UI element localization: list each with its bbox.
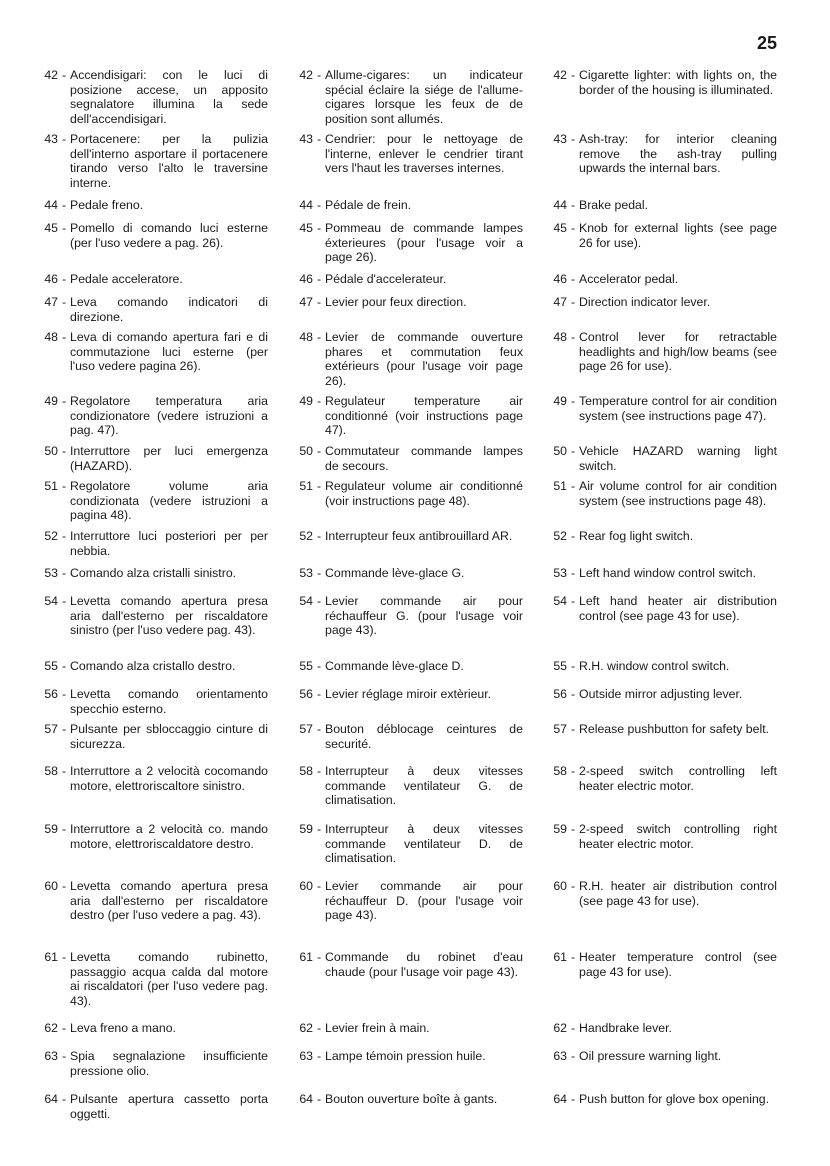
legend-item-french — [287, 132, 523, 176]
dash: - — [571, 822, 576, 836]
item-number: 48 — [44, 330, 58, 344]
item-description: Commande lève-glace D. — [325, 659, 464, 673]
dash: - — [317, 659, 322, 673]
item-description: Interruttore a 2 velocità cocomando motore, elettroriscaltore sinistro. — [70, 764, 268, 793]
item-description: Cendrier: pour le nettoyage de l'interne, enlever le cendrier tirant vers l'haut les traverses internes. — [325, 132, 523, 176]
dash: - — [571, 68, 576, 82]
legend-item-english — [541, 529, 777, 544]
item-number: 59 — [553, 822, 567, 836]
legend-item-french — [287, 659, 523, 674]
item-description: Outside mirror adjusting lever. — [579, 687, 743, 701]
item-description: Pedale acceleratore. — [70, 272, 183, 286]
item-number: 63 — [553, 1049, 567, 1063]
legend-item-french — [287, 1049, 523, 1064]
legend-item-french — [287, 879, 523, 923]
legend-item-italian — [32, 394, 268, 438]
dash: - — [62, 1092, 67, 1106]
item-description: Pedale freno. — [70, 198, 144, 212]
legend-item-english — [541, 822, 777, 851]
legend-item-english — [541, 659, 777, 674]
dash: - — [571, 529, 576, 543]
legend-item-italian — [32, 221, 268, 250]
legend-item-english — [541, 722, 777, 737]
dash: - — [571, 444, 576, 458]
dash: - — [62, 198, 67, 212]
item-description: Commutateur commande lampes de secours. — [325, 444, 523, 473]
dash: - — [571, 659, 576, 673]
item-number: 50 — [44, 444, 58, 458]
item-description: Bouton ouverture boîte à gants. — [325, 1092, 498, 1106]
legend-item-french — [287, 479, 523, 508]
page-number: 25 — [757, 33, 778, 53]
dash: - — [62, 444, 67, 458]
item-description: Leva freno a mano. — [70, 1021, 176, 1035]
legend-item-english — [541, 879, 777, 908]
item-number: 58 — [553, 764, 567, 778]
dash: - — [317, 879, 322, 893]
item-number: 43 — [553, 132, 567, 146]
legend-item-italian — [32, 1049, 268, 1078]
dash: - — [571, 1021, 576, 1035]
legend-item-french — [287, 1092, 523, 1107]
legend-item-italian — [32, 198, 268, 213]
item-number: 47 — [553, 295, 567, 309]
dash: - — [317, 1021, 322, 1035]
legend-item-english — [541, 1092, 777, 1107]
item-description: Left hand window control switch. — [579, 566, 757, 580]
item-description: Portacenere: per la pulizia dell'interno asportare il portacenere tirando verso l'alto le traversine interne. — [70, 132, 268, 190]
dash: - — [317, 822, 322, 836]
item-description: Brake pedal. — [579, 198, 649, 212]
legend-item-french — [287, 722, 523, 751]
item-description: Pommeau de commande lampes éxterieures (pour l'usage voir a page 26). — [325, 221, 523, 265]
dash: - — [62, 566, 67, 580]
item-number: 53 — [44, 566, 58, 580]
dash: - — [62, 529, 67, 543]
dash: - — [317, 479, 322, 493]
legend-item-english — [541, 566, 777, 581]
item-number: 49 — [299, 394, 313, 408]
dash: - — [571, 132, 576, 146]
item-description: 2-speed switch controlling right heater electric motor. — [579, 822, 777, 851]
item-description: Accelerator pedal. — [579, 272, 679, 286]
item-description: Interrupteur à deux vitesses commande ventilateur D. de climatisation. — [325, 822, 523, 866]
item-number: 62 — [44, 1021, 58, 1035]
item-description: Interruttore luci posteriori per per nebbia. — [70, 529, 268, 558]
item-number: 55 — [44, 659, 58, 673]
item-description: Leva di comando apertura fari e di commutazione luci esterne (per l'uso vedere pagina 26). — [70, 330, 268, 374]
item-description: Levetta comando orientamento specchio esterno. — [70, 687, 268, 716]
item-number: 55 — [299, 659, 313, 673]
dash: - — [571, 221, 576, 235]
item-number: 46 — [44, 272, 58, 286]
legend-item-french — [287, 822, 523, 866]
dash: - — [317, 722, 322, 736]
legend-item-french — [287, 198, 523, 213]
item-number: 42 — [44, 68, 58, 82]
item-description: Regolatore volume aria condizionata (vedere istruzioni a pagina 48). — [70, 479, 268, 523]
dash: - — [62, 295, 67, 309]
legend-item-italian — [32, 444, 268, 473]
item-description: Direction indicator lever. — [579, 295, 711, 309]
item-number: 60 — [44, 879, 58, 893]
legend-item-french — [287, 529, 523, 544]
dash: - — [62, 221, 67, 235]
dash: - — [317, 566, 322, 580]
dash: - — [62, 1021, 67, 1035]
legend-item-italian — [32, 529, 268, 558]
item-number: 63 — [299, 1049, 313, 1063]
item-description: Control lever for retractable headlights and high/low beams (see page 26 for use). — [579, 330, 777, 374]
item-number: 57 — [553, 722, 567, 736]
dash: - — [571, 272, 576, 286]
item-number: 48 — [299, 330, 313, 344]
item-description: Temperature control for air condition system (see instructions page 47). — [579, 394, 777, 423]
legend-item-italian — [32, 479, 268, 523]
item-description: Levetta comando apertura presa aria dall'esterno per riscaldatore sinistro (per l'uso vedere pag. 43). — [70, 594, 268, 638]
item-number: 60 — [553, 879, 567, 893]
item-number: 45 — [553, 221, 567, 235]
item-description: Pomello di comando luci esterne (per l'uso vedere a pag. 26). — [70, 221, 268, 250]
dash: - — [317, 272, 322, 286]
legend-item-french — [287, 566, 523, 581]
item-number: 57 — [299, 722, 313, 736]
item-number: 43 — [44, 132, 58, 146]
dash: - — [62, 479, 67, 493]
legend-item-english — [541, 68, 777, 97]
item-number: 49 — [553, 394, 567, 408]
item-number: 51 — [299, 479, 313, 493]
item-description: Commande du robinet d'eau chaude (pour l'usage voir page 43). — [325, 950, 523, 979]
item-number: 54 — [553, 594, 567, 608]
legend-item-italian — [32, 659, 268, 674]
legend-item-italian — [32, 764, 268, 793]
item-description: Pulsante apertura cassetto porta oggetti. — [70, 1092, 268, 1121]
legend-item-italian — [32, 1021, 268, 1036]
item-description: 2-speed switch controlling left heater electric motor. — [579, 764, 777, 793]
item-description: Left hand heater air distribution control (see page 43 for use). — [579, 594, 777, 623]
dash: - — [62, 879, 67, 893]
legend-item-english — [541, 394, 777, 423]
item-description: Ash-tray: for interior cleaning remove the ash-tray pulling upwards the internal bars. — [579, 132, 777, 176]
dash: - — [317, 1049, 322, 1063]
legend-item-italian — [32, 295, 268, 324]
legend-item-italian — [32, 687, 268, 716]
item-description: Comando alza cristalli sinistro. — [70, 566, 237, 580]
legend-item-french — [287, 687, 523, 702]
item-number: 59 — [299, 822, 313, 836]
legend-item-french — [287, 394, 523, 438]
legend-item-french — [287, 950, 523, 979]
item-description: Levier de commande ouverture phares et commutation feux extérieurs (pour l'usage voir page 26). — [325, 330, 523, 388]
dash: - — [317, 1092, 322, 1106]
item-number: 62 — [553, 1021, 567, 1035]
item-number: 47 — [299, 295, 313, 309]
dash: - — [62, 1049, 67, 1063]
legend-item-italian — [32, 330, 268, 374]
legend-item-english — [541, 295, 777, 310]
legend-item-english — [541, 594, 777, 623]
item-number: 52 — [299, 529, 313, 543]
item-description: Bouton déblocage ceintures de securité. — [325, 722, 523, 751]
item-number: 45 — [299, 221, 313, 235]
item-number: 49 — [44, 394, 58, 408]
dash: - — [571, 879, 576, 893]
dash: - — [571, 950, 576, 964]
item-description: Leva comando indicatori di direzione. — [70, 295, 268, 324]
dash: - — [571, 566, 576, 580]
legend-item-italian — [32, 879, 268, 923]
item-number: 58 — [44, 764, 58, 778]
legend-item-english — [541, 330, 777, 374]
dash: - — [571, 687, 576, 701]
item-description: Levetta comando rubinetto, passaggio acqua calda dal motore ai riscaldatori (per l'uso vedere pag. 43). — [70, 950, 268, 1008]
dash: - — [571, 394, 576, 408]
item-number: 46 — [553, 272, 567, 286]
dash: - — [571, 1092, 576, 1106]
item-number: 50 — [299, 444, 313, 458]
legend-item-english — [541, 221, 777, 250]
item-number: 54 — [44, 594, 58, 608]
item-description: Handbrake lever. — [579, 1021, 672, 1035]
legend-item-english — [541, 687, 777, 702]
item-number: 51 — [44, 479, 58, 493]
dash: - — [317, 950, 322, 964]
item-description: Lampe témoin pression huile. — [325, 1049, 486, 1063]
legend-item-english — [541, 198, 777, 213]
item-number: 47 — [44, 295, 58, 309]
item-description: Pédale de frein. — [325, 198, 412, 212]
dash: - — [62, 330, 67, 344]
item-number: 44 — [299, 198, 313, 212]
item-number: 53 — [553, 566, 567, 580]
dash: - — [317, 68, 322, 82]
item-description: Heater temperature control (see page 43 for use). — [579, 950, 777, 979]
dash: - — [317, 764, 322, 778]
item-description: Levetta comando apertura presa aria dall'esterno per riscaldatore destro (per l'uso vedere a pag. 43). — [70, 879, 268, 923]
legend-item-french — [287, 68, 523, 126]
legend-item-english — [541, 132, 777, 176]
legend-item-italian — [32, 822, 268, 851]
legend-item-italian — [32, 1092, 268, 1121]
item-number: 64 — [299, 1092, 313, 1106]
item-description: Vehicle HAZARD warning light switch. — [579, 444, 777, 473]
dash: - — [317, 295, 322, 309]
item-number: 62 — [299, 1021, 313, 1035]
dash: - — [571, 295, 576, 309]
item-number: 56 — [299, 687, 313, 701]
item-number: 61 — [553, 950, 567, 964]
legend-item-french — [287, 272, 523, 287]
item-number: 53 — [299, 566, 313, 580]
dash: - — [62, 722, 67, 736]
dash: - — [571, 1049, 576, 1063]
item-number: 51 — [553, 479, 567, 493]
item-description: R.H. heater air distribution control (see page 43 for use). — [579, 879, 777, 908]
dash: - — [62, 659, 67, 673]
legend-item-italian — [32, 272, 268, 287]
legend-item-english — [541, 1021, 777, 1036]
item-number: 52 — [44, 529, 58, 543]
dash: - — [62, 594, 67, 608]
item-description: Release pushbutton for safety belt. — [579, 722, 770, 736]
item-number: 48 — [553, 330, 567, 344]
item-description: Interrupteur feux antibrouillard AR. — [325, 529, 513, 543]
item-description: Allume-cigares: un indicateur spécial éclaire la siége de l'allume-cigares lorsque les feux de de position sont allumés. — [325, 68, 523, 126]
legend-item-italian — [32, 594, 268, 638]
item-description: Regulateur temperature air conditionné (voir instructions page 47). — [325, 394, 523, 438]
item-description: Pulsante per sbloccaggio cinture di sicurezza. — [70, 722, 268, 751]
item-description: Interruttore per luci emergenza (HAZARD). — [70, 444, 268, 473]
item-description: Cigarette lighter: with lights on, the border of the housing is illuminated. — [579, 68, 777, 97]
item-description: Regulateur volume air conditionné (voir instructions page 48). — [325, 479, 523, 508]
item-number: 52 — [553, 529, 567, 543]
legend-item-french — [287, 221, 523, 265]
item-description: Spia segnalazione insufficiente pressione olio. — [70, 1049, 268, 1078]
dash: - — [317, 132, 322, 146]
item-description: Rear fog light switch. — [579, 529, 694, 543]
item-description: Interruttore a 2 velocità co. mando motore, elettroriscaldatore destro. — [70, 822, 268, 851]
legend-item-english — [541, 950, 777, 979]
legend-item-french — [287, 444, 523, 473]
item-number: 63 — [44, 1049, 58, 1063]
legend-item-french — [287, 594, 523, 638]
item-description: Comando alza cristallo destro. — [70, 659, 236, 673]
legend-item-french — [287, 1021, 523, 1036]
item-description: Push button for glove box opening. — [579, 1092, 770, 1106]
legend-item-french — [287, 764, 523, 808]
legend-item-english — [541, 272, 777, 287]
dash: - — [571, 722, 576, 736]
legend-item-italian — [32, 68, 268, 126]
item-number: 64 — [553, 1092, 567, 1106]
dash: - — [62, 687, 67, 701]
item-number: 59 — [44, 822, 58, 836]
item-description: Knob for external lights (see page 26 for use). — [579, 221, 777, 250]
dash: - — [62, 68, 67, 82]
dash: - — [62, 822, 67, 836]
dash: - — [317, 198, 322, 212]
item-number: 43 — [299, 132, 313, 146]
item-description: R.H. window control switch. — [579, 659, 730, 673]
dash: - — [317, 444, 322, 458]
dash: - — [571, 479, 576, 493]
dash: - — [317, 529, 322, 543]
item-description: Pédale d'accelerateur. — [325, 272, 447, 286]
item-number: 46 — [299, 272, 313, 286]
item-number: 61 — [44, 950, 58, 964]
item-number: 61 — [299, 950, 313, 964]
dash: - — [62, 950, 67, 964]
item-number: 56 — [553, 687, 567, 701]
dash: - — [571, 198, 576, 212]
item-description: Levier réglage miroir extèrieur. — [325, 687, 492, 701]
dash: - — [62, 394, 67, 408]
legend-item-italian — [32, 950, 268, 1008]
item-description: Levier commande air pour réchauffeur G. (pour l'usage voir page 43). — [325, 594, 523, 638]
item-number: 54 — [299, 594, 313, 608]
legend-item-french — [287, 330, 523, 388]
item-description: Air volume control for air condition system (see instructions page 48). — [579, 479, 777, 508]
item-number: 50 — [553, 444, 567, 458]
dash: - — [62, 764, 67, 778]
dash: - — [317, 687, 322, 701]
item-description: Levier pour feux direction. — [325, 295, 467, 309]
item-number: 45 — [44, 221, 58, 235]
legend-item-italian — [32, 566, 268, 581]
legend-item-french — [287, 295, 523, 310]
item-description: Commande lève-glace G. — [325, 566, 465, 580]
dash: - — [571, 330, 576, 344]
dash: - — [62, 272, 67, 286]
item-number: 57 — [44, 722, 58, 736]
dash: - — [317, 330, 322, 344]
item-number: 56 — [44, 687, 58, 701]
item-number: 58 — [299, 764, 313, 778]
item-number: 44 — [44, 198, 58, 212]
legend-item-english — [541, 764, 777, 793]
dash: - — [317, 394, 322, 408]
item-description: Interrupteur à deux vitesses commande ventilateur G. de climatisation. — [325, 764, 523, 808]
item-description: Oil pressure warning light. — [579, 1049, 722, 1063]
item-number: 55 — [553, 659, 567, 673]
legend-item-italian — [32, 722, 268, 751]
dash: - — [571, 594, 576, 608]
dash: - — [317, 221, 322, 235]
item-description: Accendisigari: con le luci di posizione accese, un apposito segnalatore illumina la sede dell'accendisigari. — [70, 68, 268, 126]
dash: - — [62, 132, 67, 146]
item-number: 44 — [553, 198, 567, 212]
item-number: 60 — [299, 879, 313, 893]
dash: - — [317, 594, 322, 608]
item-description: Regolatore temperatura aria condizionatore (vedere istruzioni a pag. 47). — [70, 394, 268, 438]
legend-item-english — [541, 479, 777, 508]
item-number: 42 — [553, 68, 567, 82]
item-number: 64 — [44, 1092, 58, 1106]
item-number: 42 — [299, 68, 313, 82]
item-description: Levier commande air pour réchauffeur D. (pour l'usage voir page 43). — [325, 879, 523, 923]
item-description: Levier frein à main. — [325, 1021, 430, 1035]
legend-item-italian — [32, 132, 268, 190]
dash: - — [571, 764, 576, 778]
legend-item-english — [541, 1049, 777, 1064]
legend-item-english — [541, 444, 777, 473]
